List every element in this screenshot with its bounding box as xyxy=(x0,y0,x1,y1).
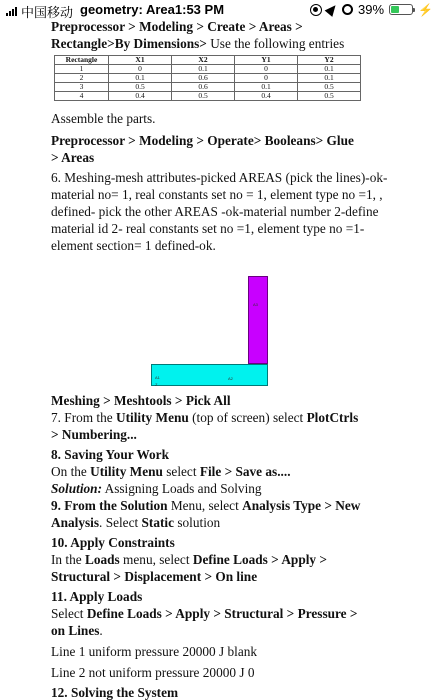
rectangle-entries-table xyxy=(54,55,361,101)
step-9-line1: 9. From the Solution Menu, select Analysis Type > New xyxy=(51,498,361,513)
axis-label: Z xyxy=(155,382,158,387)
table-cell: 2 xyxy=(55,74,109,83)
table-cell: 0.5 xyxy=(172,92,235,101)
area-label: A3 xyxy=(253,302,258,307)
step-6-text: 6. Meshing-mesh attributes-picked AREAS (pick the lines)-ok-material no= 1, real constants set no = 1, element type no =1, , defined- pick the other AREAS -ok-material number 2-define material id 2- real constants set no =1, element type no =1-element section= 1 defined-ok. xyxy=(51,170,388,253)
table-cell: 0 xyxy=(235,65,298,74)
step-11-line1: Select Define Loads > Apply > Structural > Pressure > xyxy=(51,606,358,621)
step-7-line1: 7. From the Utility Menu (top of screen) select PlotCtrls xyxy=(51,410,359,425)
table-cell: 0.5 xyxy=(109,83,172,92)
table-cell: 4 xyxy=(55,92,109,101)
clock: 53 PM xyxy=(186,2,225,17)
table-cell: 0 xyxy=(109,65,172,74)
menu-path-create-areas: Preprocessor > Modeling > Create > Areas > xyxy=(51,19,303,34)
table-cell: 0.1 xyxy=(109,74,172,83)
app-title: geometry: Area1: xyxy=(80,2,187,17)
signal-icon xyxy=(6,7,17,16)
table-cell: 0.4 xyxy=(109,92,172,101)
step-9-line2: Analysis. Select Static solution xyxy=(51,515,221,530)
carrier-name: 中国移动 xyxy=(21,5,74,20)
line-2-pressure: Line 2 not uniform pressure 20000 J 0 xyxy=(51,665,255,680)
step-8-text: On the Utility Menu select File > Save as.... xyxy=(51,464,291,479)
table-cell: 0.1 xyxy=(298,74,361,83)
step-12-title: 12. Solving the System xyxy=(51,685,179,700)
menu-path-rectangle: Rectangle>By Dimensions> Use the following entries xyxy=(51,36,345,51)
charging-icon: ⚡ xyxy=(418,2,433,17)
table-cell: 0.6 xyxy=(172,74,235,83)
table-header: Y1 xyxy=(235,56,298,65)
table-cell: 0.5 xyxy=(298,92,361,101)
area-label: A1 xyxy=(155,375,160,380)
table-row xyxy=(55,92,361,101)
app-title-time xyxy=(80,2,224,17)
battery-percent: 39% xyxy=(358,2,385,17)
step-11-title: 11. Apply Loads xyxy=(51,589,143,604)
step-8-title: 8. Saving Your Work xyxy=(51,447,169,462)
table-header: X1 xyxy=(109,56,172,65)
step-11-line2: on Lines. xyxy=(51,623,103,638)
geometry-figure xyxy=(51,254,435,389)
battery-fill xyxy=(391,6,399,13)
status-right xyxy=(310,2,433,17)
table-cell: 0 xyxy=(235,74,298,83)
location-icon xyxy=(325,2,340,17)
table-cell: 1 xyxy=(55,65,109,74)
document xyxy=(51,18,435,700)
table-cell: 0.1 xyxy=(235,83,298,92)
area-horizontal-shape xyxy=(151,364,268,386)
table-cell: 0.5 xyxy=(298,83,361,92)
table-cell: 0.4 xyxy=(235,92,298,101)
menu-path-glue: Preprocessor > Modeling > Operate> Booleans> Glue xyxy=(51,133,354,148)
table-header: Y2 xyxy=(298,56,361,65)
battery-icon xyxy=(389,4,413,15)
step-10-line2: Structural > Displacement > On line xyxy=(51,569,258,584)
step-7-line2: > Numbering... xyxy=(51,427,137,442)
area-label: A2 xyxy=(228,376,233,381)
menu-path-glue-areas: > Areas xyxy=(51,150,95,165)
orientation-lock-icon xyxy=(310,4,322,16)
table-cell: 3 xyxy=(55,83,109,92)
line-1-pressure: Line 1 uniform pressure 20000 J blank xyxy=(51,644,258,659)
step-10-title: 10. Apply Constraints xyxy=(51,535,175,550)
table-cell: 0.1 xyxy=(298,65,361,74)
area-vertical-shape xyxy=(248,276,268,364)
step-10-line1: In the Loads menu, select Define Loads > Apply > xyxy=(51,552,327,567)
table-header: X2 xyxy=(172,56,235,65)
table-cell: 0.6 xyxy=(172,83,235,92)
solution-heading: Solution: Assigning Loads and Solving xyxy=(51,481,262,496)
menu-path-meshtools: Meshing > Meshtools > Pick All xyxy=(51,393,231,408)
table-cell: 0.1 xyxy=(172,65,235,74)
assemble-text: Assemble the parts. xyxy=(51,111,156,126)
table-header: Rectangle xyxy=(55,56,109,65)
alarm-icon xyxy=(342,4,353,15)
